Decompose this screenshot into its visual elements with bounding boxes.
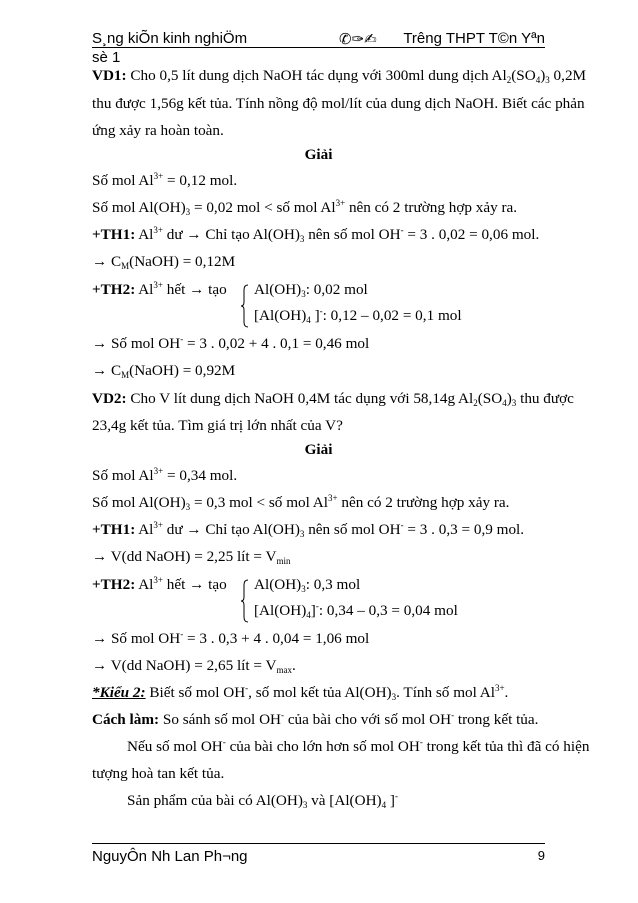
th1-e: = 3 . 0,02 = 0,06 mol.	[403, 226, 540, 243]
case1-line	[92, 226, 545, 244]
vd2-sub2: 4	[502, 398, 507, 408]
oh2-sup: -	[180, 629, 184, 639]
th2-r2-b: ]	[310, 307, 320, 324]
v2-b: .	[291, 657, 296, 674]
n1-a: Nếu số mol OH	[127, 738, 223, 755]
cl-sup1: -	[281, 710, 285, 720]
vd1-l1-b: (SO	[511, 67, 536, 84]
s2-c: nên có 2 trường hợp xảy ra.	[345, 199, 518, 216]
t1-sup: 3+	[153, 466, 164, 476]
arrow-icon: →	[92, 548, 108, 565]
vd1-line-1	[92, 67, 587, 85]
th1-b: dư	[162, 226, 187, 243]
oh1-sup: -	[180, 334, 184, 344]
c1-a: C	[107, 253, 122, 270]
vd1-l1-c: )	[540, 67, 546, 84]
sp-c: ]	[386, 792, 395, 809]
u2-r1-sub: 3	[301, 584, 306, 594]
solution2-line-1	[92, 467, 545, 485]
case1-result	[92, 253, 545, 271]
case1b-line	[92, 521, 545, 539]
th1-label: +TH1:	[92, 226, 136, 243]
u1-c: Chỉ tạo Al(OH)	[201, 521, 300, 538]
t2-sup: 3+	[327, 493, 338, 503]
u2-r1-a: Al(OH)	[254, 576, 302, 593]
vd2-c: )	[506, 390, 512, 407]
arrow-icon: →	[186, 226, 202, 243]
u2-r2-b: ]	[310, 602, 316, 619]
n1-c: trong kết tủa thì đã có hiện	[422, 738, 590, 755]
arrow-icon: →	[92, 657, 108, 674]
v2-sub: max	[276, 665, 292, 675]
page-footer	[92, 848, 545, 865]
cl-a: So sánh số mol OH	[159, 711, 282, 728]
s1-a: Số mol Al	[92, 172, 154, 189]
cl-label: Cách làm:	[92, 711, 160, 728]
case2b-product-2	[254, 602, 544, 620]
header-left-text: S¸ng kiÕn kinh nghiÖm	[92, 30, 248, 47]
u2-r1-b: : 0,3 mol	[305, 576, 361, 593]
header-divider	[92, 47, 545, 48]
case2b-product-1	[254, 576, 544, 594]
c1-sub: M	[121, 261, 130, 271]
s1-b: = 0,12 mol.	[163, 172, 238, 189]
curly-brace-icon	[240, 284, 250, 328]
sp-sup: -	[394, 791, 398, 801]
solution2-line-2	[92, 494, 545, 512]
case2b-result	[92, 657, 545, 675]
oh2-b: = 3 . 0,3 + 4 . 0,04 = 1,06 mol	[183, 630, 370, 647]
curly-brace-icon	[240, 579, 250, 623]
footer-divider	[92, 843, 545, 844]
n1-sup2: -	[419, 737, 423, 747]
products-line	[127, 792, 545, 810]
u2-c: tạo	[204, 576, 227, 593]
u1-sup2: -	[400, 520, 404, 530]
sp-sub2: 4	[381, 800, 387, 810]
arrow-icon: →	[92, 630, 108, 647]
th2-r1-sub: 3	[301, 289, 306, 299]
case2-product-1	[254, 281, 544, 299]
u2-r2-sup: -	[315, 601, 319, 611]
u1-a: Al	[135, 521, 154, 538]
k2-sub: 3	[391, 692, 397, 702]
s2-a: Số mol Al(OH)	[92, 199, 186, 216]
vd2-sub3: 3	[511, 398, 517, 408]
type2-heading	[92, 684, 545, 702]
solution-heading-1: Giải	[304, 146, 333, 163]
th2-sup: 3+	[153, 280, 163, 290]
k2-a: Biết số mol OH	[145, 684, 246, 701]
footer-author: NguyÔn Nh Lan Ph¬ng	[92, 848, 248, 865]
c2-b: (NaOH) = 0,92M	[129, 362, 236, 379]
vd1-line-3: ứng xảy ra hoàn toàn.	[92, 122, 224, 139]
k2-d: .	[504, 684, 509, 701]
th2-r1-b: : 0,02 mol	[305, 281, 368, 298]
k2-c: . Tính số mol Al	[396, 684, 495, 701]
arrow-icon: →	[189, 576, 205, 593]
th2-r2-sup: -	[319, 306, 323, 316]
vd1-l1-sub2: 4	[535, 75, 541, 85]
vd1-line-2: thu được 1,56g kết tủa. Tính nồng độ mol/lít của dung dịch NaOH. Biết các phản	[92, 95, 585, 112]
u1-d: nên số mol OH	[304, 521, 401, 538]
case2b-oh-total	[92, 630, 545, 648]
sp-sub: 3	[302, 800, 308, 810]
t2-a: Số mol Al(OH)	[92, 494, 186, 511]
sp-b: và [Al(OH)	[307, 792, 382, 809]
t1-b: = 0,34 mol.	[163, 467, 238, 484]
method-line	[92, 711, 545, 729]
vd1-l1: Cho 0,5 lít dung dịch NaOH tác dụng với 300ml dung dịch Al	[126, 67, 507, 84]
th2-label: +TH2:	[92, 281, 136, 298]
arrow-icon: →	[92, 362, 108, 379]
u1-sup: 3+	[153, 520, 163, 530]
t2-b: = 0,3 mol < số mol Al	[190, 494, 328, 511]
vd1-l1-sub3: 3	[545, 75, 550, 85]
th2-a: Al	[135, 281, 154, 298]
u2-a: Al	[135, 576, 154, 593]
vd2-sub1: 2	[473, 398, 478, 408]
k2-sup1: -	[245, 683, 249, 693]
case2-product-2	[254, 307, 544, 325]
th2-r2-c: : 0,12 – 0,02 = 0,1 mol	[322, 307, 462, 324]
oh1-a: Số mol OH	[107, 335, 181, 352]
vd2-label: VD2:	[92, 390, 127, 407]
arrow-icon: →	[92, 335, 108, 352]
solution-heading-2: Giải	[304, 441, 333, 458]
header-ornament: ✆✑✍	[339, 30, 377, 48]
c2-a: C	[107, 362, 122, 379]
u1-label: +TH1:	[92, 521, 136, 538]
th2-b: hết	[162, 281, 190, 298]
k2-b: , số mol kết tủa Al(OH)	[248, 684, 392, 701]
u2-sup: 3+	[153, 575, 163, 585]
case2-oh-total	[92, 335, 545, 353]
u1-e: = 3 . 0,3 = 0,9 mol.	[403, 521, 525, 538]
case1b-result	[92, 548, 545, 566]
header-left-continuation: sè 1	[92, 49, 121, 66]
solution1-line-1	[92, 172, 545, 190]
n1-sup1: -	[222, 737, 226, 747]
n1-b: của bài cho lớn hơn số mol OH	[225, 738, 420, 755]
method-paragraph-line-1	[127, 737, 590, 756]
u2-r2-c: : 0,34 – 0,3 = 0,04 mol	[318, 602, 458, 619]
th2-r1-a: Al(OH)	[254, 281, 302, 298]
t2-c: nên có 2 trường hợp xảy ra.	[337, 494, 510, 511]
th1-sup: 3+	[153, 225, 163, 235]
s2-b: = 0,02 mol < số mol Al	[190, 199, 336, 216]
sp-a: Sản phẩm của bài có Al(OH)	[127, 792, 303, 809]
vd1-l1-sub1: 2	[506, 75, 512, 85]
s2-sub: 3	[185, 207, 191, 217]
v1-a: V(dd NaOH) = 2,25 lít = V	[107, 548, 277, 565]
header-right-text: Trêng THPT T©n Yªn	[403, 30, 545, 47]
k2-label: *Kiểu 2:	[92, 684, 146, 701]
th1-c: Chỉ tạo Al(OH)	[201, 226, 300, 243]
vd2-l1: Cho V lít dung dịch NaOH 0,4M tác dụng với 58,14g Al	[126, 390, 474, 407]
s2-sup: 3+	[335, 198, 346, 208]
u2-label: +TH2:	[92, 576, 136, 593]
oh1-b: = 3 . 0,02 + 4 . 0,1 = 0,46 mol	[183, 335, 370, 352]
v1-sub: min	[276, 556, 291, 566]
method-paragraph-line-2: tượng hoà tan kết tủa.	[92, 765, 225, 782]
u2-b: hết	[162, 576, 190, 593]
th1-d: nên số mol OH	[304, 226, 401, 243]
s1-sup: 3+	[153, 171, 164, 181]
vd1-label: VD1:	[92, 67, 127, 84]
t2-sub: 3	[185, 502, 191, 512]
vd2-end: thu được	[516, 390, 574, 407]
th2-r2-a: [Al(OH)	[254, 307, 307, 324]
page-number: 9	[537, 848, 545, 863]
arrow-icon: →	[92, 253, 108, 270]
vd2-line-1	[92, 390, 574, 408]
arrow-icon: →	[189, 281, 205, 298]
k2-sup2: 3+	[494, 683, 505, 693]
th2-c: tạo	[204, 281, 227, 298]
th1-sub: 3	[299, 234, 305, 244]
v2-a: V(dd NaOH) = 2,65 lít = V	[107, 657, 277, 674]
th1-a: Al	[135, 226, 154, 243]
solution1-line-2	[92, 199, 545, 217]
vd2-line-2: 23,4g kết tủa. Tìm giá trị lớn nhất của V?	[92, 417, 343, 434]
cl-c: trong kết tủa.	[454, 711, 539, 728]
u2-r2-a: [Al(OH)	[254, 602, 307, 619]
vd2-b: (SO	[477, 390, 503, 407]
u1-b: dư	[162, 521, 187, 538]
c1-b: (NaOH) = 0,12M	[129, 253, 236, 270]
u2-r2-sub: 4	[306, 610, 311, 620]
oh2-a: Số mol OH	[107, 630, 181, 647]
th2-r2-sub: 4	[306, 315, 311, 325]
vd1-l1-end: 0,2M	[549, 67, 587, 84]
case2-result	[92, 362, 545, 380]
u1-sub: 3	[299, 529, 305, 539]
t1-a: Số mol Al	[92, 467, 154, 484]
cl-sup2: -	[451, 710, 455, 720]
c2-sub: M	[121, 370, 130, 380]
cl-b: của bài cho với số mol OH	[284, 711, 452, 728]
th1-sup2: -	[400, 225, 404, 235]
arrow-icon: →	[186, 521, 202, 538]
